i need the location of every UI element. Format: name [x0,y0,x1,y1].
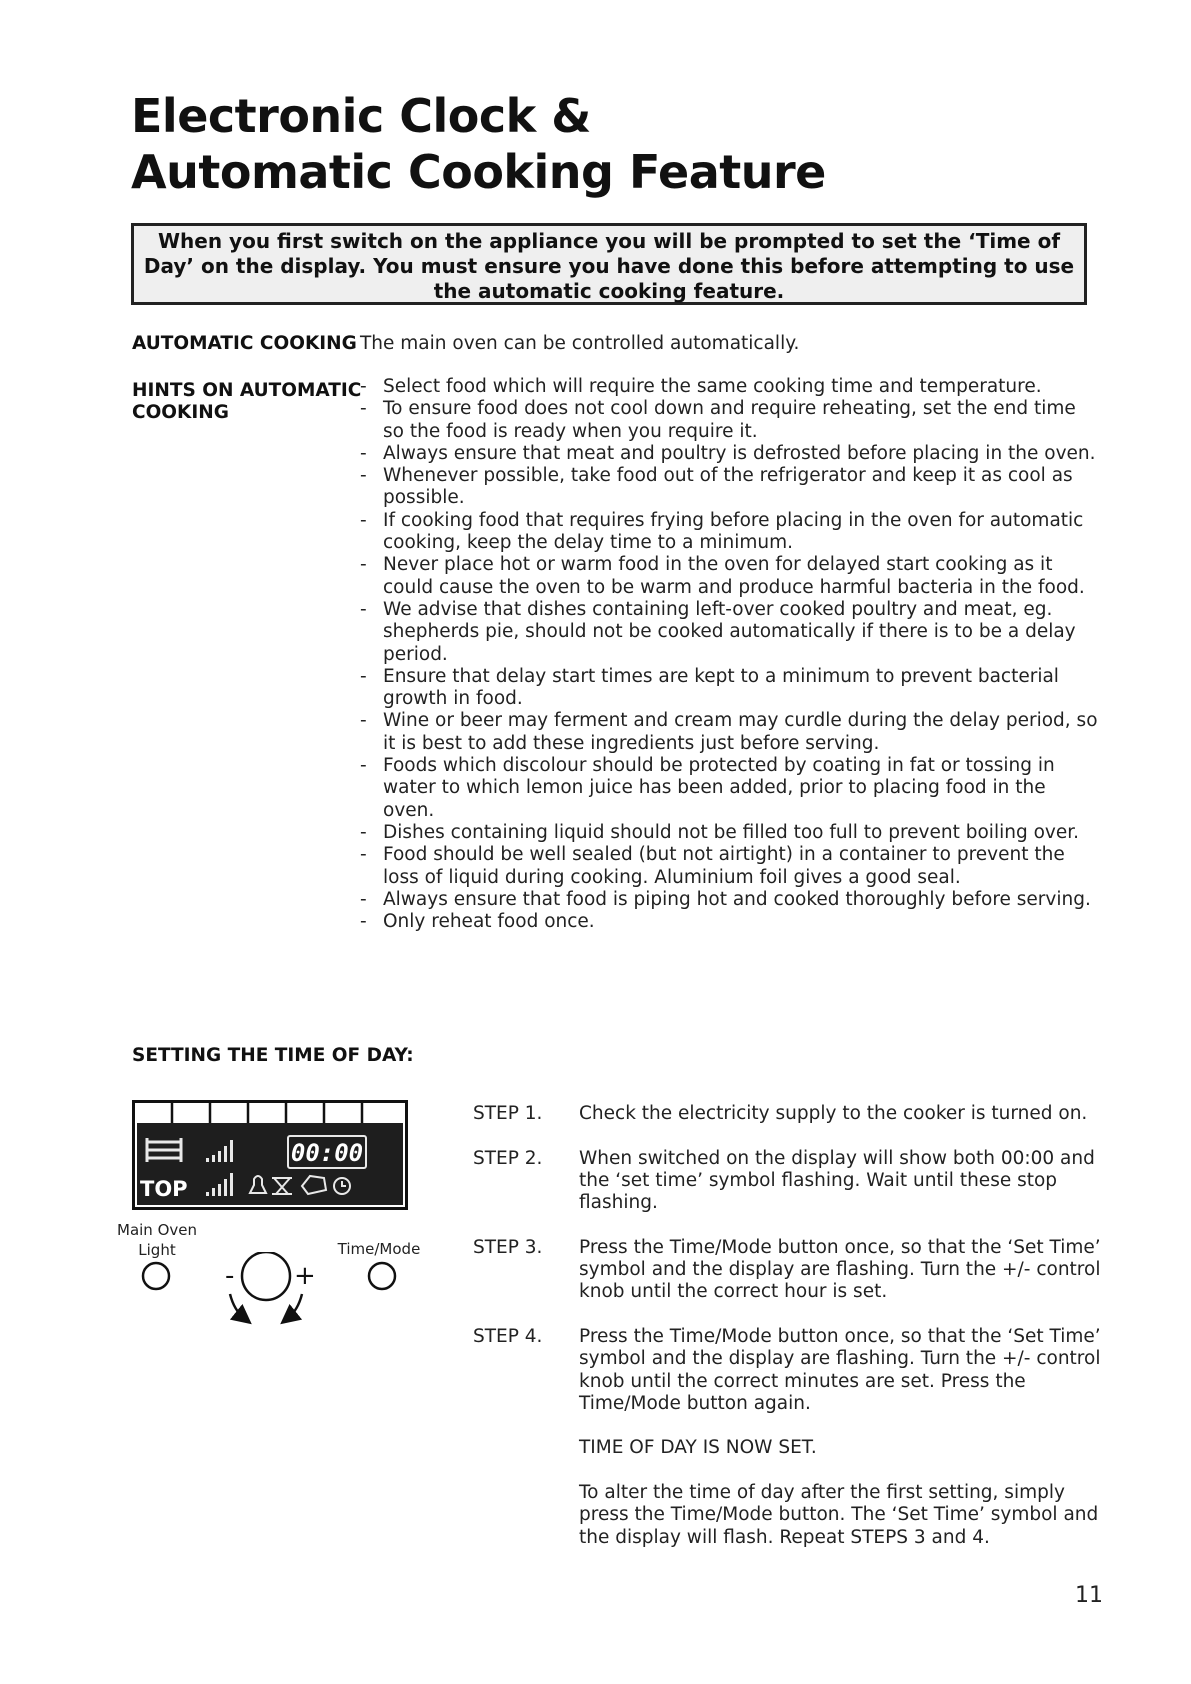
step-text: When switched on the display will show both 00:00 and the ‘set time’ symbol flashing. Wait until these stop flashing. [579,1147,1095,1214]
hint-item: - Only reheat food once. [360,911,1098,933]
step-number: STEP 3. [473,1236,543,1258]
hints-label-line-1: HINTS ON AUTOMATIC [132,380,362,401]
oven-icon [147,1138,181,1162]
step-text: Press the Time/Mode button once, so that the ‘Set Time’ symbol and the display are flashing. Turn the +/- control knob until the correct hour is set. [579,1236,1101,1303]
step-number: STEP 2. [473,1147,543,1169]
knob-plus-label: + [294,1261,316,1291]
hint-item: - Always ensure that food is piping hot and cooked thoroughly before serving. [360,889,1098,911]
main-oven-light-label-line-2: Light [138,1241,176,1259]
steps-list [473,1103,1113,1571]
oven-display-panel [132,1100,408,1210]
hint-item: - Whenever possible, take food out of the refrigerator and keep it as cool as possible. [360,465,1098,510]
hint-item: - To ensure food does not cool down and require reheating, set the end time so the food is ready when you require it. [360,398,1098,443]
hints-list [360,376,1098,933]
time-set-confirmation: TIME OF DAY IS NOW SET. [579,1437,817,1459]
knob-arrow-right-icon [288,1294,302,1318]
time-of-day-label: SETTING THE TIME OF DAY: [132,1045,414,1066]
hint-item: - Dishes containing liquid should not be filled too full to prevent boiling over. [360,822,1098,844]
step-number: STEP 1. [473,1103,543,1124]
top-indicator: TOP [140,1177,188,1201]
hint-item: - Select food which will require the same cooking time and temperature. [360,376,1098,398]
notice-box: When you first switch on the appliance you will be prompted to set the ‘Time of Day’ on the display. You must ensure you have done this before attempting to use the automatic cooking feature. [131,223,1087,305]
hint-item: - We advise that dishes containing left-over cooked poultry and meat, eg. shepherds pie, should not be cooked automatically if there is to be a delay period. [360,599,1098,666]
knob-arrow-left-icon [230,1294,244,1318]
time-display: 00:00 [290,1139,364,1167]
oven-controls [130,1252,420,1332]
step-text: Check the electricity supply to the cooker is turned on. [579,1103,1088,1124]
hint-item: - Always ensure that meat and poultry is defrosted before placing in the oven. [360,443,1098,465]
hint-item: - Foods which discolour should be protected by coating in fat or tossing in water to which lemon juice has been added, prior to placing food in the oven. [360,755,1098,822]
automatic-cooking-text: The main oven can be controlled automatically. [360,333,800,354]
title-line-1: Electronic Clock & [131,89,591,143]
control-knob[interactable] [242,1252,290,1300]
main-oven-light-button[interactable] [143,1263,169,1289]
title-line-2: Automatic Cooking Feature [131,145,826,199]
automatic-cooking-label: AUTOMATIC COOKING [132,333,357,354]
knob-minus-label: - [225,1261,235,1291]
time-mode-label: Time/Mode [337,1240,421,1258]
hint-item: - Ensure that delay start times are kept to a minimum to prevent bacterial growth in food. [360,666,1098,711]
alter-time-note: To alter the time of day after the first setting, simply press the Time/Mode button. The ‘Set Time’ symbol and the display will flash. Repeat STEPS 3 and 4. [579,1482,1099,1548]
step-number: STEP 4. [473,1325,543,1347]
hints-label-line-2: COOKING [132,402,229,423]
page-title [131,88,826,200]
hint-item: - Never place hot or warm food in the oven for delayed start cooking as it could cause the oven to be warm and produce harmful bacteria in the food. [360,554,1098,599]
hint-item: - If cooking food that requires frying before placing in the oven for automatic cooking, keep the delay time to a minimum. [360,510,1098,555]
step-text: Press the Time/Mode button once, so that the ‘Set Time’ symbol and the display are flashing. Turn the +/- control knob until the correct minutes are set. Press the Time/Mode button again. [579,1325,1101,1414]
main-oven-light-label-line-1: Main Oven [117,1221,197,1239]
hint-item: - Wine or beer may ferment and cream may curdle during the delay period, so it is best to add these ingredients just before serving. [360,710,1098,755]
hint-item: - Food should be well sealed (but not airtight) in a container to prevent the loss of liquid during cooking. Aluminium foil gives a good seal. [360,844,1098,889]
step-item [473,1148,1113,1215]
time-mode-button[interactable] [369,1263,395,1289]
page-number: 11 [1075,1583,1103,1608]
hints-label [132,380,361,424]
step-item [473,1237,1113,1304]
step-item [473,1103,1113,1125]
step-item [473,1326,1113,1415]
